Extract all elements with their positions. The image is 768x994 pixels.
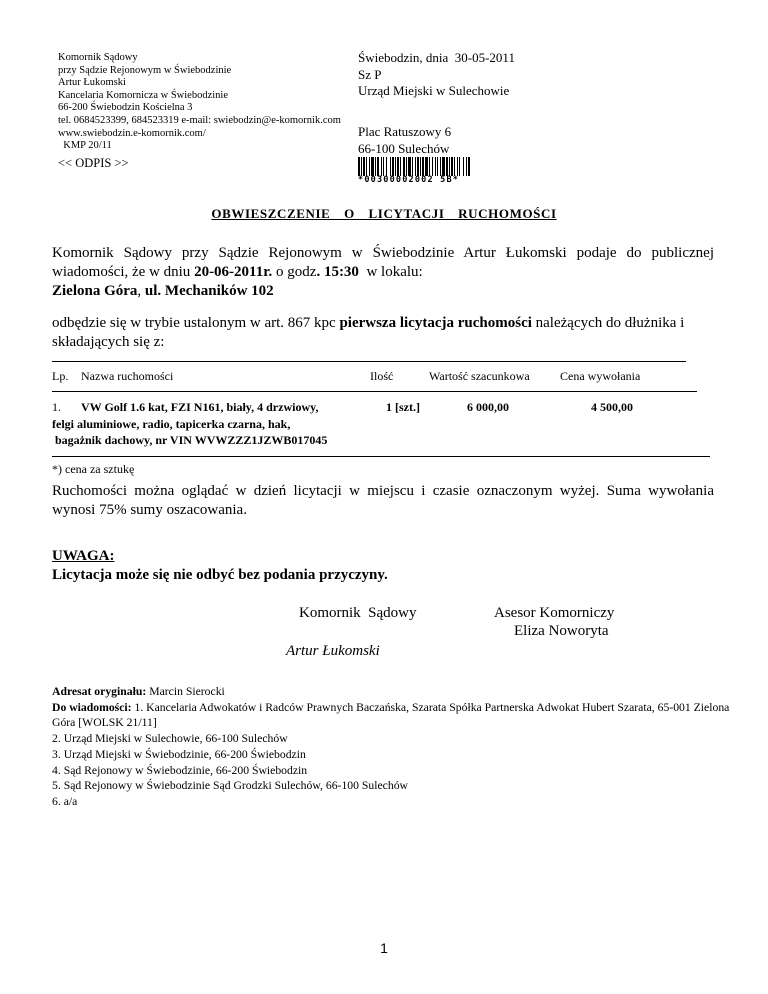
viewing-paragraph: Ruchomości można oglądać w dzień licytacji w miejscu i czasie oznaczonym wyżej. Suma wywołania wynosi 75% sumy oszacowania. [52,483,714,518]
row-price: 4 500,00 [591,400,633,414]
odpis-mark: << ODPIS >> [58,156,129,170]
location-city: Zielona Góra [52,283,138,299]
header-price: Cena wywołania [560,369,641,383]
row-qty: 1 [szt.] [386,400,420,414]
recipient-address [358,124,451,157]
cc-item: 2. Urząd Miejski w Sulechowie, 66-100 Sulechów [52,732,288,746]
header-lp: Lp. [52,369,69,383]
table-top-rule [52,361,686,362]
header-qty: Ilość [370,369,394,383]
signature-left-name: Artur Łukomski [286,643,380,659]
cc-item: 1. Kancelaria Adwokatów i Radców Prawnych Baczańska, Szarata Spółka Partnerska Adwokat Hubert Szarata, 65-001 Zielona Góra [WOLSK 21/11] [52,700,730,730]
row-name-line: bagażnik dachowy, nr VIN WVWZZZ1JZWB017045 [52,433,328,447]
addressee-line [52,684,732,700]
cc-item: 4. Sąd Rejonowy w Świebodzinie, 66-200 Świebodzin [52,763,308,777]
auction-date: 20-06-2011r. [194,264,273,280]
price-note: *) cena za sztukę [52,462,135,476]
recipient-salutation: Sz P [358,66,382,82]
recipient-city: 66-100 Sulechów [358,140,450,156]
location-street: ul. Mechaników 102 [144,283,274,299]
recipient-name: Urząd Miejski w Sulechowie [358,83,510,98]
barcode-text: *00300002002 5B* [358,175,460,185]
intro-text-3: w lokalu: [358,264,423,280]
addressee-value: Marcin Sierocki [146,685,225,698]
sender-line: tel. 0684523399, 684523319 e-mail: swiebodzin@e-komornik.com [58,114,341,126]
header-name: Nazwa ruchomości [81,369,174,383]
recipient-street: Plac Ratuszowy 6 [358,124,452,139]
addressee-label: Adresat oryginału: [52,685,147,698]
auction-text: odbędzie się w trybie ustalonym w art. 867 kpc [52,315,340,331]
cc-item: 6. a/a [52,794,78,808]
row-lp: 1. [52,400,61,414]
recipient-block [358,50,515,100]
sender-line: Artur Łukomski [58,77,126,89]
row-name-line: felgi aluminiowe, radio, tapicerka czarna, hak, [52,416,291,431]
barcode-bars [358,157,528,176]
row-value: 6 000,00 [467,400,509,414]
sender-line: Komornik Sądowy [58,52,138,63]
table-bottom-rule [52,456,710,457]
intro-dot: . [316,264,324,280]
intro-text: Komornik Sądowy przy Sądzie Rejonowym w Świebodzinie Artur Łukomski podaje do publicznej wiadomości, że w dniu [52,245,714,280]
header-value: Wartość szacunkowa [429,369,530,383]
document-title: OBWIESZCZENIE O LICYTACJI RUCHOMOŚCI [211,206,557,221]
row-name-line: VW Golf 1.6 kat, FZI N161, biały, 4 drzwiowy, [81,400,319,414]
cc-item: 5. Sąd Rejonowy w Świebodzinie Sąd Grodzki Sulechów, 66-100 Sulechów [52,779,408,793]
auction-paragraph [52,314,714,352]
table-header-rule [52,391,697,392]
auction-time: 15:30 [323,264,359,280]
signature-left-title: Komornik Sądowy [299,605,417,621]
notice-block [52,547,388,585]
sender-line: www.swiebodzin.e-komornik.com/ [58,127,206,139]
notice-text: Licytacja może się nie odbyć bez podania przyczyny. [52,567,388,583]
intro-paragraph [52,244,714,301]
signature-right-name: Eliza Noworyta [514,623,609,639]
signature-right-title: Asesor Komorniczy [494,605,615,621]
date-line: Świebodzin, dnia 30-05-2011 [358,50,515,65]
location-sep: , [137,283,145,299]
distribution-list [52,684,732,810]
sender-block [58,52,341,153]
sender-line: Kancelaria Komornicza w Świebodzinie [58,89,228,101]
notice-label: UWAGA: [52,548,115,564]
cc-item: 3. Urząd Miejski w Świebodzinie, 66-200 Świebodzin [52,747,306,761]
auction-type: pierwsza licytacja ruchomości [339,315,532,331]
row-name [52,399,372,449]
auction-text-2: należących do dłużnika i składających się z: [52,315,685,350]
barcode [358,157,528,185]
sender-line: przy Sądzie Rejonowym w Świebodzinie [58,64,232,76]
cc-label: Do wiadomości: [52,700,132,714]
case-number: KMP 20/11 [58,140,112,152]
intro-text-2: o godz [272,264,317,280]
page-number: 1 [380,940,388,956]
cc-first [52,700,732,731]
sender-line: 66-200 Świebodzin Kościelna 3 [58,102,193,114]
